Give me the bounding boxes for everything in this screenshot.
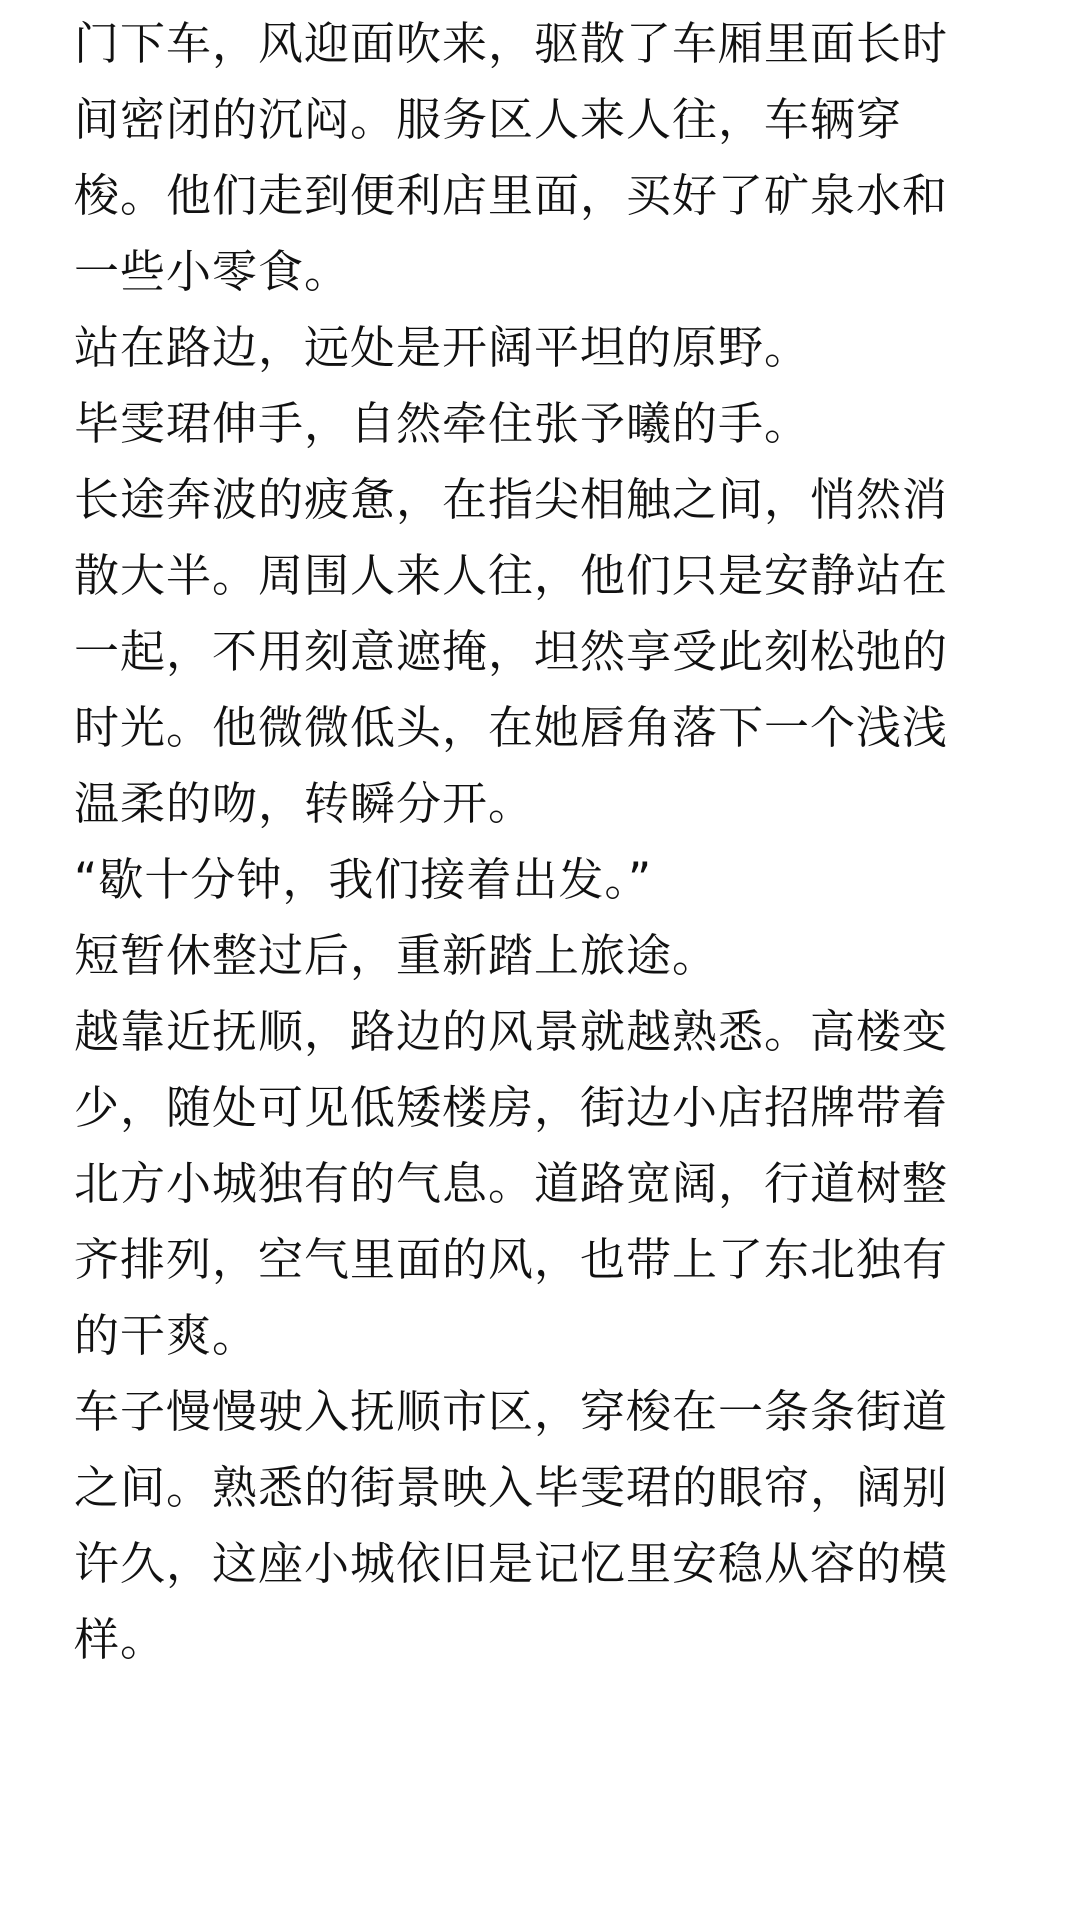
text-line: 齐排列，空气里面的风，也带上了东北独有 [74, 1233, 949, 1286]
text-line: 毕雯珺伸手，自然牵住张予曦的手。 [74, 397, 811, 450]
text-line: 温柔的吻，转瞬分开。 [74, 777, 535, 830]
text-line: 之间。熟悉的街景映入毕雯珺的眼帘，阔别 [74, 1461, 949, 1514]
text-line: 样。 [74, 1613, 167, 1666]
text-line: 散大半。周围人来人往，他们只是安静站在 [74, 549, 949, 602]
text-line: 北方小城独有的气息。道路宽阔，行道树整 [74, 1157, 949, 1210]
text-line: 短暂休整过后，重新踏上旅途。 [74, 929, 719, 982]
text-line: 的干爽。 [74, 1309, 259, 1362]
text-line: 间密闭的沉闷。服务区人来人往，车辆穿 [74, 93, 903, 146]
text-line: 车子慢慢驶入抚顺市区，穿梭在一条条街道 [74, 1385, 949, 1438]
text-line: 越靠近抚顺，路边的风景就越熟悉。高楼变 [74, 1005, 949, 1058]
text-line: 站在路边，远处是开阔平坦的原野。 [74, 321, 811, 374]
text-line: 长途奔波的疲惫，在指尖相触之间，悄然消 [74, 473, 949, 526]
text-line: 门下车，风迎面吹来，驱散了车厢里面长时 [74, 17, 949, 70]
text-line: 时光。他微微低头，在她唇角落下一个浅浅 [74, 701, 949, 754]
text-line: 一起，不用刻意遮掩，坦然享受此刻松弛的 [74, 625, 949, 678]
text-line: “歇十分钟，我们接着出发。” [74, 853, 653, 906]
text-line: 梭。他们走到便利店里面，买好了矿泉水和 [74, 169, 949, 222]
text-line: 一些小零食。 [74, 245, 351, 298]
text-line: 许久，这座小城依旧是记忆里安稳从容的模 [74, 1537, 949, 1590]
text-line: 少，随处可见低矮楼房，街边小店招牌带着 [74, 1081, 949, 1134]
